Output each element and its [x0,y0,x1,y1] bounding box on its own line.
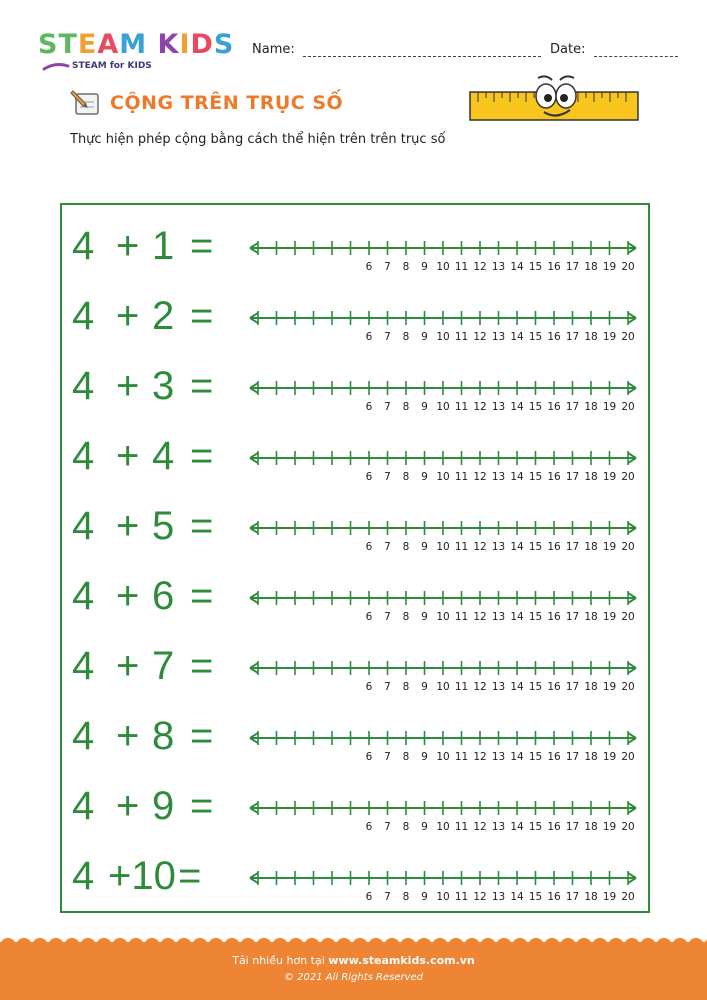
tick-label: 12 [473,891,487,903]
tick-label: 20 [621,541,635,553]
tick-label: 19 [602,401,617,413]
equals-sign: = [190,294,214,338]
tick-label: 15 [528,891,543,903]
equals-sign: = [190,714,214,758]
tick-label: 18 [584,401,598,413]
tick-label: 14 [510,611,524,623]
brand-letter: M [119,29,148,60]
tick-label: 19 [602,681,617,693]
addend-b: 1 [152,224,175,268]
addend-b: 4 [152,434,175,478]
tick-label: 10 [436,541,450,553]
tick-label: 17 [565,261,580,273]
tick-label: 9 [421,261,428,273]
tick-label: 18 [584,331,598,343]
tick-label: 9 [421,891,428,903]
tick-label: 12 [473,681,487,693]
tick-label: 8 [402,541,410,553]
tick-label: 7 [384,261,391,273]
tick-label: 19 [602,541,617,553]
tick-label: 9 [421,541,428,553]
tick-label: 11 [454,821,469,833]
swoosh-icon [42,60,70,72]
tick-label: 18 [584,541,598,553]
ruler-mascot-icon [468,72,640,126]
tick-label: 14 [510,401,524,413]
plus-sign: + [116,714,140,758]
name-field[interactable] [252,42,541,57]
tick-label: 9 [421,821,428,833]
name-line[interactable] [303,45,541,57]
footer [0,942,707,1000]
tick-label: 6 [365,681,373,693]
problem-row [62,421,648,491]
addend-a: 4 [72,854,95,898]
plus-sign: + [116,224,140,268]
instruction-text: Thực hiện phép cộng bằng cách thể hiện trên trên trục số [70,132,446,147]
tick-label: 17 [565,751,580,763]
tick-label: 17 [565,541,580,553]
tick-label: 8 [402,401,410,413]
tick-label: 13 [491,471,506,483]
addend-b: 8 [152,714,175,758]
tick-label: 19 [602,261,617,273]
footer-download-text [0,954,707,967]
tick-label: 10 [436,261,450,273]
plus-sign: + [116,784,140,828]
plus-sign: +10 [108,854,176,898]
tick-label: 17 [565,471,580,483]
brand-letter: D [190,29,214,60]
problem-row [62,281,648,351]
equals-sign: = [190,364,214,408]
tick-label: 14 [510,471,524,483]
tick-label: 8 [402,751,410,763]
tick-label: 16 [547,751,561,763]
tick-label: 14 [510,261,524,273]
plus-sign: + [116,574,140,618]
addend-b: 9 [152,784,175,828]
tick-label: 10 [436,611,450,623]
tick-label: 15 [528,681,543,693]
tick-label: 14 [510,821,524,833]
tick-label: 13 [491,261,506,273]
footer-download-prefix: Tải nhiều hơn tại [232,954,325,967]
tick-label: 15 [528,541,543,553]
footer-site-link[interactable]: www.steamkids.com.vn [328,954,475,967]
tick-label: 17 [565,331,580,343]
tick-label: 11 [454,751,469,763]
tick-label: 16 [547,891,561,903]
equals-sign: = [190,644,214,688]
tick-label: 14 [510,331,524,343]
tick-label: 20 [621,821,635,833]
tick-label: 19 [602,331,617,343]
equals-sign: = [190,434,214,478]
tick-label: 18 [584,891,598,903]
tick-label: 10 [436,331,450,343]
tick-label: 16 [547,261,561,273]
addend-a: 4 [72,224,95,268]
tick-label: 6 [365,541,373,553]
tick-label: 12 [473,471,487,483]
name-label: Name: [252,42,295,57]
tick-label: 10 [436,401,450,413]
problem-row [62,631,648,701]
tick-label: 20 [621,471,635,483]
tick-label: 10 [436,471,450,483]
tick-label: 8 [402,611,410,623]
tick-label: 18 [584,821,598,833]
tick-label: 19 [602,751,617,763]
tick-label: 17 [565,891,580,903]
tick-label: 20 [621,891,635,903]
tick-label: 13 [491,331,506,343]
problem-row [62,771,648,841]
problem-row [62,211,648,281]
pencil-paper-icon [70,88,102,118]
tick-label: 20 [621,751,635,763]
addend-a: 4 [72,714,95,758]
tick-label: 9 [421,681,428,693]
tick-label: 17 [565,681,580,693]
problem-row [62,491,648,561]
brand-letter: K [157,29,180,60]
tick-label: 12 [473,261,487,273]
tick-label: 16 [547,471,561,483]
plus-sign: + [116,644,140,688]
tick-label: 7 [384,821,391,833]
tick-label: 20 [621,611,635,623]
tick-label: 15 [528,471,543,483]
tick-label: 8 [402,681,410,693]
tick-label: 8 [402,261,410,273]
brand-letter: S [213,29,235,60]
tick-label: 12 [473,401,487,413]
tick-label: 13 [491,681,506,693]
tick-label: 6 [365,401,373,413]
number-line[interactable] [248,791,638,835]
tick-label: 7 [384,471,391,483]
addend-b: 5 [152,504,175,548]
tick-label: 19 [602,891,617,903]
tick-label: 7 [384,681,391,693]
tick-label: 7 [384,401,391,413]
addend-a: 4 [72,504,95,548]
tick-label: 7 [384,751,391,763]
number-line[interactable] [248,371,638,415]
tick-label: 20 [621,261,635,273]
tick-label: 10 [436,751,450,763]
tick-label: 9 [421,331,428,343]
tick-label: 13 [491,821,506,833]
tick-label: 11 [454,471,469,483]
tick-label: 9 [421,611,428,623]
tick-label: 15 [528,401,543,413]
tick-label: 18 [584,681,598,693]
tick-label: 6 [365,611,373,623]
plus-sign: + [116,364,140,408]
tick-label: 7 [384,611,391,623]
date-label: Date: [550,42,586,57]
tick-label: 18 [584,751,598,763]
equals-sign: = [190,224,214,268]
tick-label: 15 [528,821,543,833]
tick-label: 8 [402,471,410,483]
tick-label: 8 [402,821,410,833]
addend-a: 4 [72,434,95,478]
tick-label: 10 [436,681,450,693]
tick-label: 13 [491,891,506,903]
brand-letter: A [97,29,120,60]
addend-b: 7 [152,644,175,688]
addend-a: 4 [72,574,95,618]
equals-sign: = [190,504,214,548]
tick-label: 20 [621,681,635,693]
footer-copyright: © 2021 All Rights Reserved [283,972,424,983]
tick-label: 7 [384,891,391,903]
tick-label: 18 [584,261,598,273]
worksheet-box [60,203,650,913]
tick-label: 20 [621,331,635,343]
brand-letter: E [77,29,98,60]
tick-label: 11 [454,541,469,553]
tick-label: 6 [365,261,373,273]
tick-label: 12 [473,331,487,343]
tick-label: 19 [602,821,617,833]
tick-label: 12 [473,751,487,763]
tick-label: 9 [421,471,428,483]
brand-logo [38,30,238,76]
tick-label: 13 [491,541,506,553]
addend-a: 4 [72,294,95,338]
tick-label: 12 [473,541,487,553]
tick-label: 14 [510,751,524,763]
tick-label: 6 [365,331,373,343]
tick-label: 15 [528,261,543,273]
number-line[interactable] [248,581,638,625]
tick-label: 9 [421,401,428,413]
brand-letter: I [179,29,191,60]
tick-label: 11 [454,331,469,343]
tick-label: 16 [547,611,561,623]
equals-sign: = [190,784,214,828]
addend-a: 4 [72,644,95,688]
tick-label: 13 [491,751,506,763]
addend-b: 2 [152,294,175,338]
tick-label: 14 [510,681,524,693]
tick-label: 14 [510,891,524,903]
tick-label: 15 [528,611,543,623]
number-line[interactable] [248,861,638,905]
brand-letter [147,30,157,60]
tick-label: 16 [547,331,561,343]
number-line[interactable] [248,441,638,485]
number-line[interactable] [248,511,638,555]
tick-label: 19 [602,471,617,483]
tick-label: 8 [402,331,410,343]
tick-label: 17 [565,821,580,833]
addend-b: 6 [152,574,175,618]
tick-label: 15 [528,751,543,763]
tick-label: 11 [454,891,469,903]
tick-label: 18 [584,611,598,623]
addend-a: 4 [72,784,95,828]
tick-label: 13 [491,401,506,413]
problem-row [62,351,648,421]
problem-row [62,561,648,631]
equals-sign: = [178,854,202,898]
date-field[interactable] [550,42,678,57]
tick-label: 13 [491,611,506,623]
brand-title [38,30,234,60]
tick-label: 12 [473,821,487,833]
tick-label: 11 [454,401,469,413]
tick-label: 11 [454,681,469,693]
addend-b: 3 [152,364,175,408]
problem-row [62,701,648,771]
tick-label: 7 [384,541,391,553]
equals-sign: = [190,574,214,618]
tick-label: 14 [510,541,524,553]
tick-label: 11 [454,261,469,273]
brand-letter: S [38,29,59,60]
tick-label: 9 [421,751,428,763]
tick-label: 16 [547,401,561,413]
tick-label: 6 [365,471,373,483]
addend-a: 4 [72,364,95,408]
tick-label: 18 [584,471,598,483]
tick-label: 6 [365,751,373,763]
tick-label: 6 [365,891,373,903]
brand-letter: T [58,29,78,60]
plus-sign: + [116,294,140,338]
date-line[interactable] [594,45,678,57]
tick-label: 16 [547,681,561,693]
tick-label: 16 [547,821,561,833]
number-line[interactable] [248,301,638,345]
tick-label: 16 [547,541,561,553]
number-line[interactable] [248,231,638,275]
plus-sign: + [116,434,140,478]
tick-label: 20 [621,401,635,413]
plus-sign: + [116,504,140,548]
problem-row [62,841,648,911]
tick-label: 6 [365,821,373,833]
tick-label: 17 [565,611,580,623]
number-line[interactable] [248,651,638,695]
tick-label: 8 [402,891,410,903]
tick-label: 17 [565,401,580,413]
tick-label: 10 [436,821,450,833]
tick-label: 11 [454,611,469,623]
brand-subtitle: STEAM for KIDS [72,61,152,71]
tick-label: 19 [602,611,617,623]
page-title: CỘNG TRÊN TRỤC SỐ [110,92,344,114]
tick-label: 15 [528,331,543,343]
tick-label: 7 [384,331,391,343]
tick-label: 12 [473,611,487,623]
tick-label: 10 [436,891,450,903]
number-line[interactable] [248,721,638,765]
